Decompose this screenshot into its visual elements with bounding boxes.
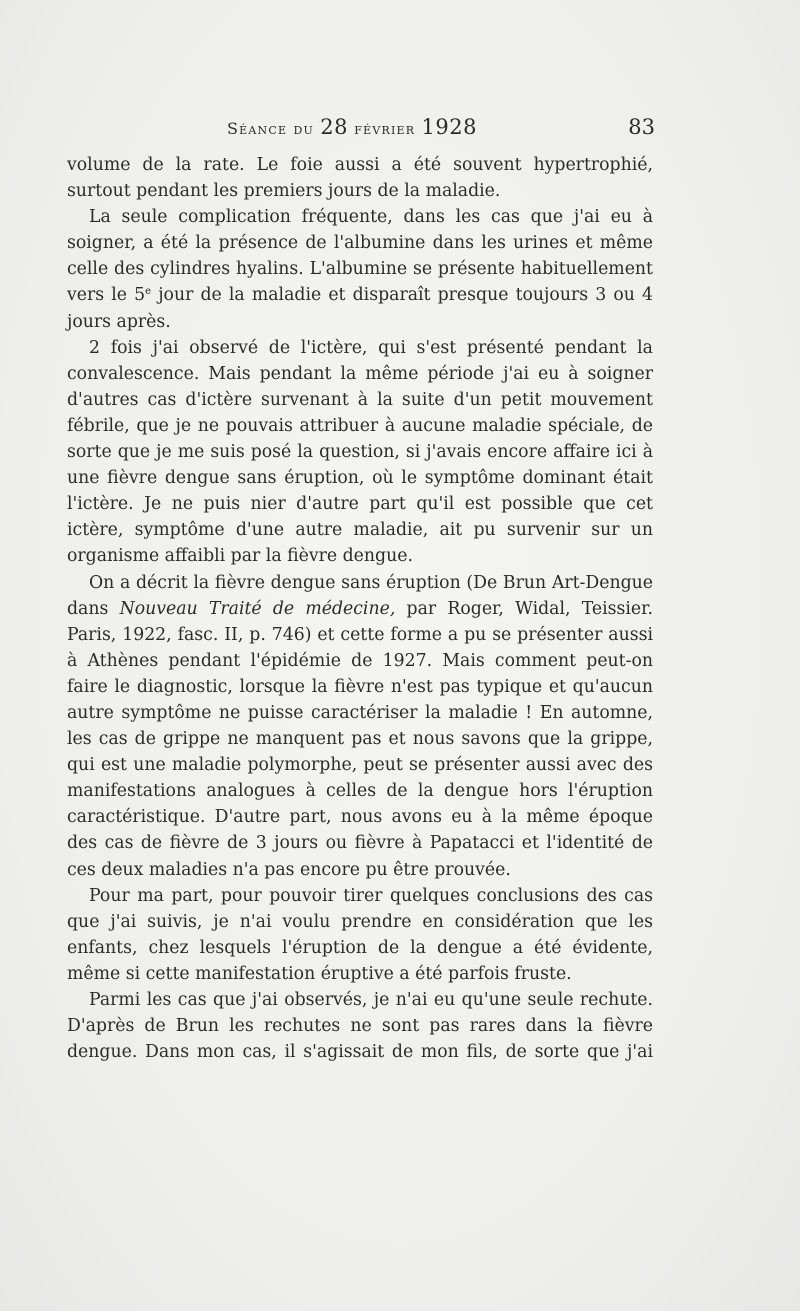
body-text xyxy=(67,152,653,1065)
running-head-day: 28 xyxy=(320,115,349,139)
running-head-title: Séance du xyxy=(227,119,321,138)
superscript-e: e xyxy=(145,286,152,298)
running-head xyxy=(227,115,477,139)
paragraph-4 xyxy=(67,570,653,883)
paragraph-2 xyxy=(67,204,653,334)
paragraph-1: volume de la rate. Le foie aussi a été souvent hypertrophié, surtout pendant les premiers jours de la maladie. xyxy=(67,155,653,202)
paragraph-2-end: jour de la maladie et disparaît presque toujours 3 ou 4 jours après. xyxy=(67,285,653,332)
paragraph-5: Pour ma part, pour pouvoir tirer quelques conclusions des cas que j'ai suivis, je n'ai voulu prendre en considération que les enfants, chez lesquels l'éruption de la dengue a été évidente, même si cette manifestation éruptive a été parfois fruste. xyxy=(67,885,653,984)
paragraph-3: 2 fois j'ai observé de l'ictère, qui s'est présenté pendant la convalescence. Mais pendant la même période j'ai eu à soigner d'autres cas d'ictère survenant à la suite d'un petit mouvement fébrile, que je ne pouvais attribuer à aucune maladie spéciale, de sorte que je me suis posé la question, si j'avais encore affaire ici à une fièvre dengue sans éruption, où le symptôme dominant était l'ictère. Je ne puis nier d'autre part qu'il est possible que cet ictère, symptôme d'une autre maladie, ait pu survenir sur un organisme affaibli par la fièvre dengue. xyxy=(67,337,653,567)
running-header xyxy=(227,112,655,144)
page-number: 83 xyxy=(628,115,655,139)
running-head-year: 1928 xyxy=(421,115,477,139)
paragraph-6: Parmi les cas que j'ai observés, je n'ai eu qu'une seule rechute. D'après de Brun les rechutes ne sont pas rares dans la fièvre dengue. Dans mon cas, il s'agissait de mon fils, de sorte que j'ai xyxy=(67,990,653,1063)
book-title-italic: Nouveau Traité de médecine, xyxy=(119,598,396,619)
paragraph-4-text: On a décrit la fièvre dengue sans éruption (De Brun Art-Dengue dans xyxy=(67,572,653,619)
running-head-month: février xyxy=(348,119,422,138)
paragraph-2-text: La seule complication fréquente, dans les cas que j'ai eu à soigner, a été la présence de l'albumine dans les urines et même celle des cylindres hyalins. L'albumine se présente habituellement vers le 5 xyxy=(67,207,653,306)
paragraph-4-end: par Roger, Widal, Teissier. Paris, 1922, fasc. II, p. 746) et cette forme a pu se présenter aussi à Athènes pendant l'épidémie de 1927. Mais comment peut-on faire le diagnostic, lorsque la fièvre n'est pas typique et qu'aucun autre symptôme ne puisse caractériser la maladie ! En automne, les cas de grippe ne manquent pas et nous savons que la grippe, qui est une maladie polymorphe, peut se présenter aussi avec des manifestations analogues à celles de la dengue hors l'éruption caractéristique. D'autre part, nous avons eu à la même époque des cas de fièvre de 3 jours ou fièvre à Papatacci et l'identité de ces deux maladies n'a pas encore pu être prouvée. xyxy=(67,598,653,880)
